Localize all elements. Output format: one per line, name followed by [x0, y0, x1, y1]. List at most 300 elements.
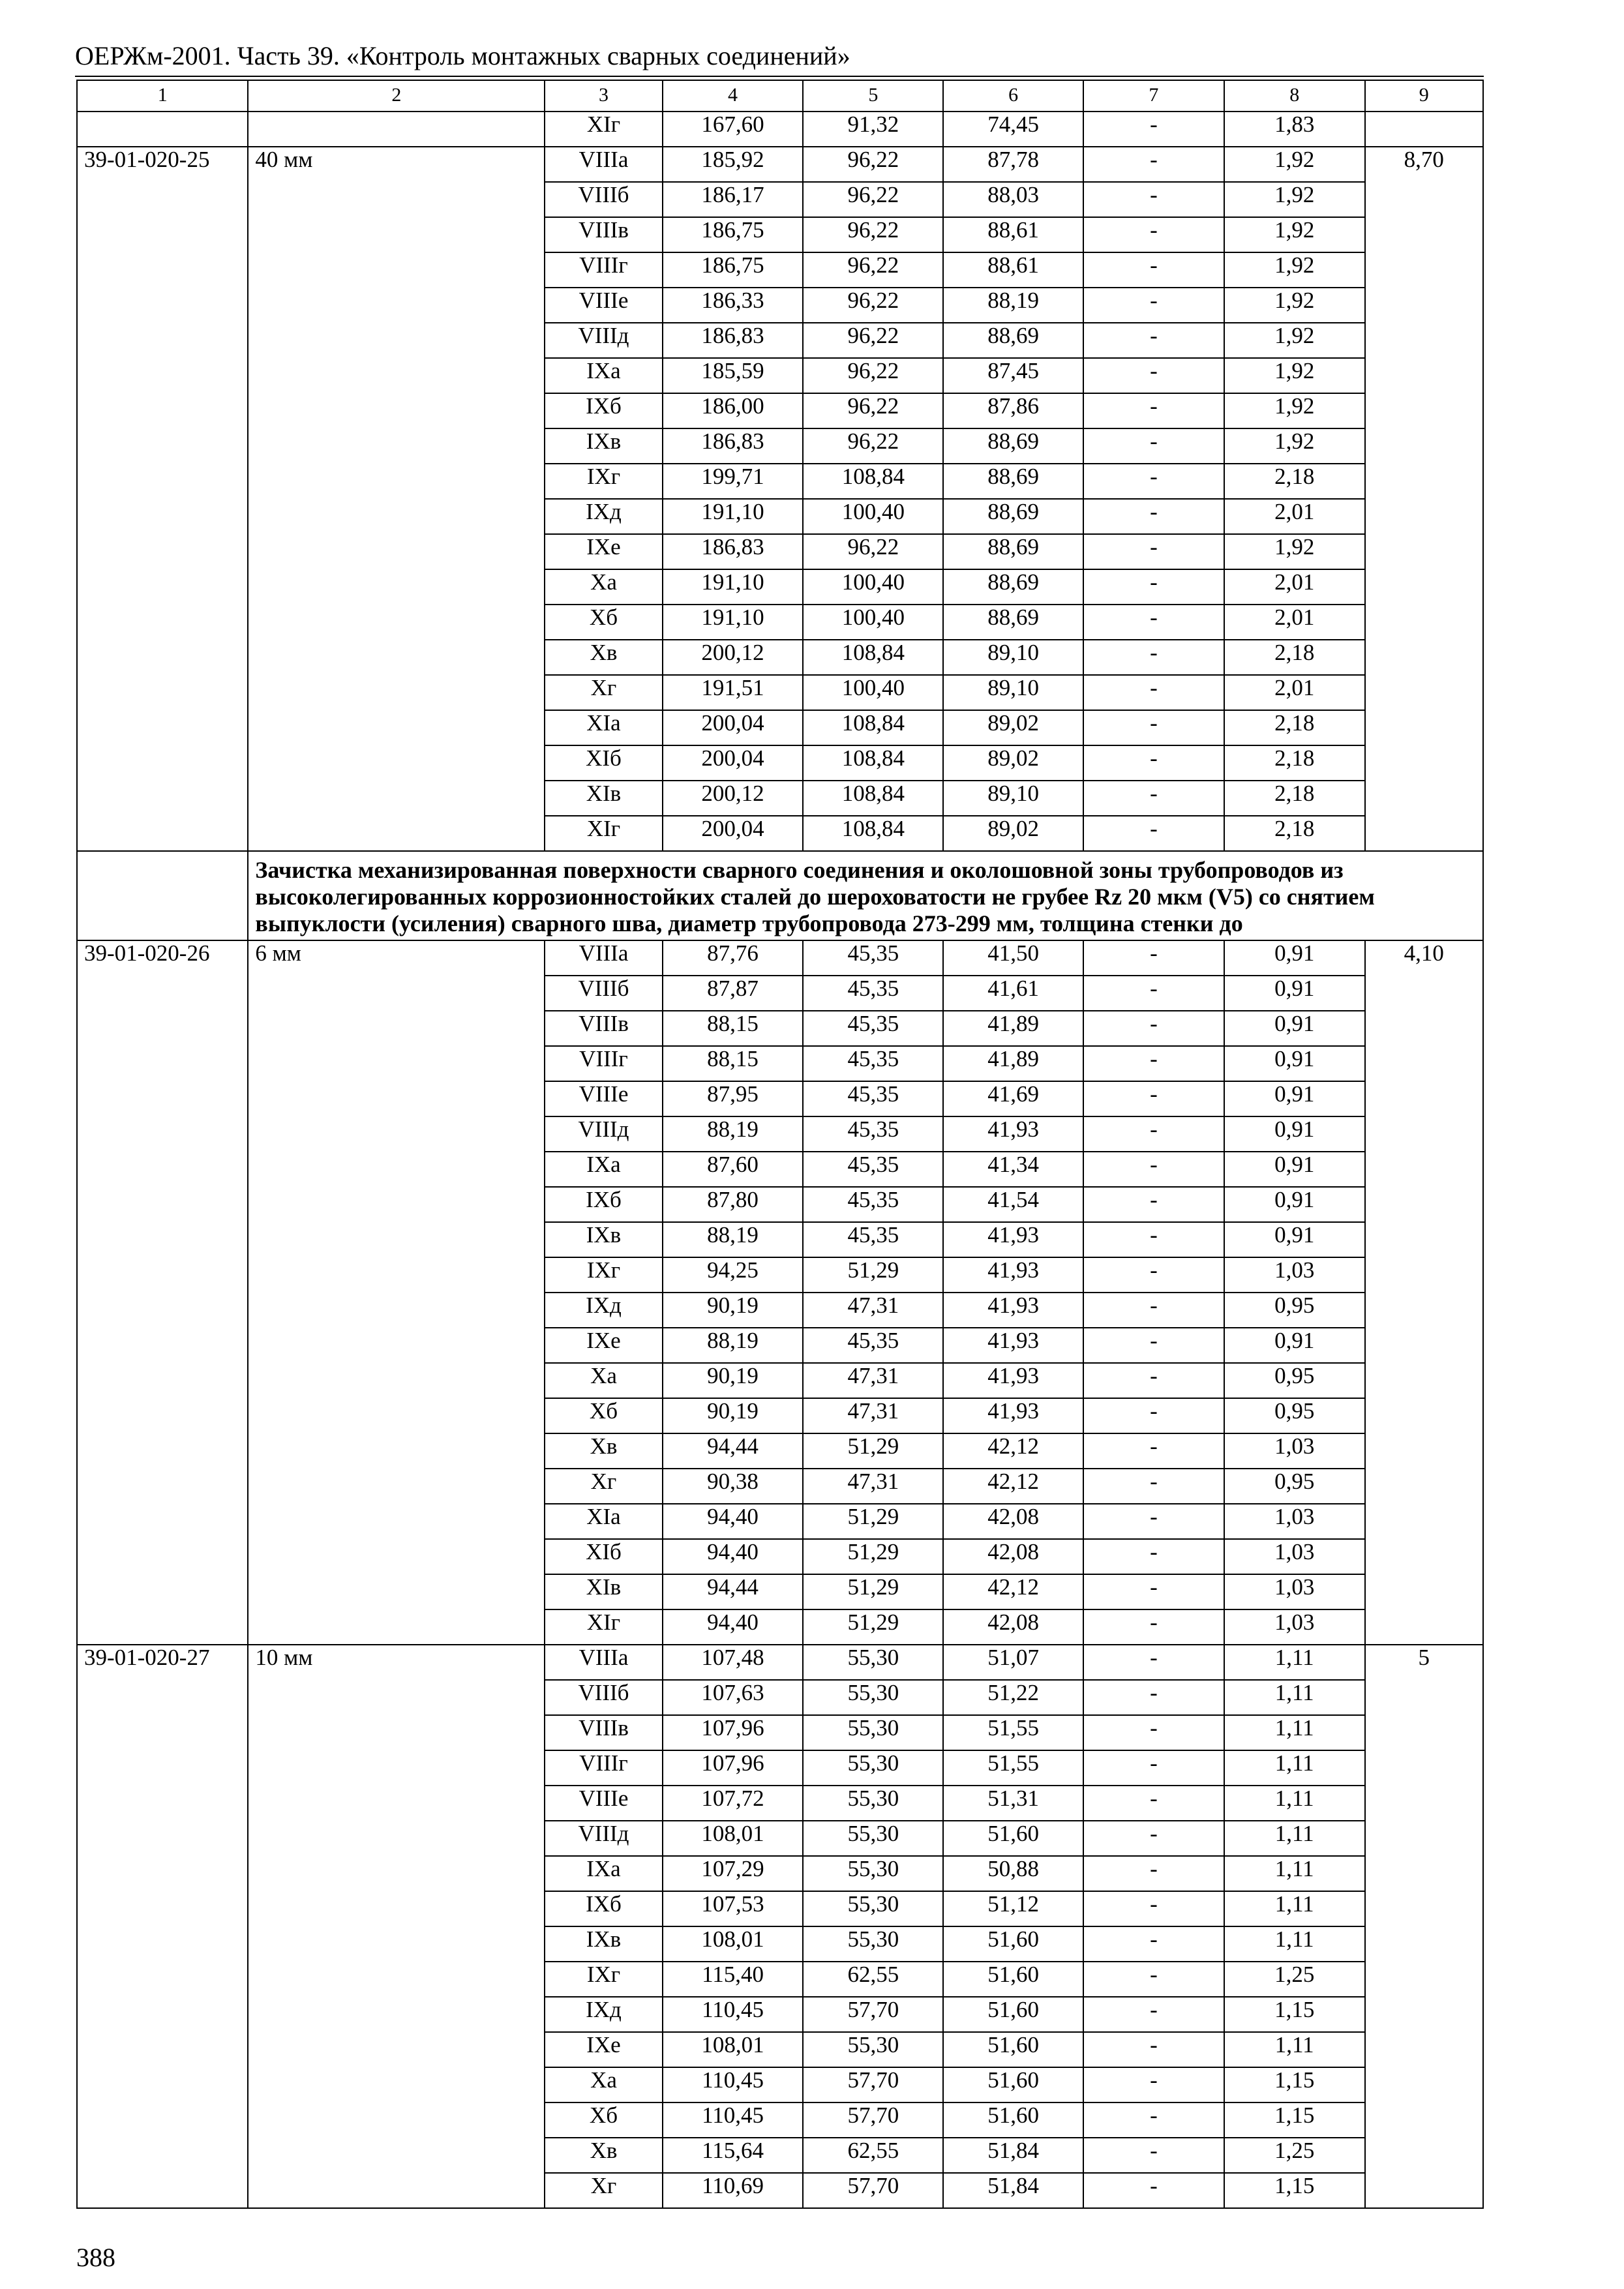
cell-col3: Xг	[545, 2173, 662, 2208]
cell-col3: Xб	[545, 1398, 662, 1433]
cell-col3: XIв	[545, 1574, 662, 1609]
cell-col8: 1,92	[1224, 534, 1365, 569]
cell-col4: 90,19	[663, 1363, 804, 1398]
cell-col6: 88,69	[943, 323, 1083, 358]
cell-col4: 88,15	[663, 1046, 804, 1081]
cell-col3: VIIIа	[545, 147, 662, 182]
cell-col7: -	[1083, 1504, 1224, 1539]
cell-col4: 200,04	[663, 745, 804, 781]
cell-col4: 87,80	[663, 1187, 804, 1222]
cell-col3: IXв	[545, 1926, 662, 1962]
cell-col3: XIа	[545, 1504, 662, 1539]
cell-col7: -	[1083, 1293, 1224, 1328]
cell-col5: 45,35	[803, 940, 943, 976]
cell-col4: 94,44	[663, 1433, 804, 1469]
cell-col5: 62,55	[803, 2138, 943, 2173]
cell-col5: 100,40	[803, 569, 943, 605]
cell-col7: -	[1083, 1645, 1224, 1680]
cell-col6: 89,10	[943, 781, 1083, 816]
cell-col5: 57,70	[803, 1997, 943, 2032]
cell-col8: 1,03	[1224, 1539, 1365, 1574]
cell-col3: Xв	[545, 1433, 662, 1469]
cell-col7: -	[1083, 112, 1224, 147]
cell-col3: Xа	[545, 2067, 662, 2102]
cell-col6: 51,84	[943, 2173, 1083, 2208]
cell-col5: 45,35	[803, 976, 943, 1011]
cell-col7: -	[1083, 1750, 1224, 1786]
cell-col7: -	[1083, 976, 1224, 1011]
cell-col5: 45,35	[803, 1328, 943, 1363]
cell-col8: 0,91	[1224, 976, 1365, 1011]
cell-col3: XIа	[545, 710, 662, 745]
cell-col7: -	[1083, 358, 1224, 393]
cell-col7: -	[1083, 1187, 1224, 1222]
cell-col4: 107,29	[663, 1856, 804, 1891]
cell-col8: 0,95	[1224, 1293, 1365, 1328]
cell-col5: 55,30	[803, 2032, 943, 2067]
cell-col6: 87,78	[943, 147, 1083, 182]
cell-col6: 41,61	[943, 976, 1083, 1011]
cell-col7: -	[1083, 147, 1224, 182]
cell-col4: 94,40	[663, 1504, 804, 1539]
cell-col4: 191,10	[663, 605, 804, 640]
cell-col7: -	[1083, 1257, 1224, 1293]
cell-col9	[1365, 112, 1483, 147]
cell-col3: IXб	[545, 1891, 662, 1926]
table-row	[77, 940, 1483, 976]
cell-col4: 88,15	[663, 1011, 804, 1046]
cell-col4: 94,25	[663, 1257, 804, 1293]
cell-col7: -	[1083, 1609, 1224, 1645]
cell-col6: 42,08	[943, 1609, 1083, 1645]
cell-col8: 0,91	[1224, 1152, 1365, 1187]
cell-col5: 108,84	[803, 710, 943, 745]
cell-col4: 200,12	[663, 640, 804, 675]
cell-col8: 1,11	[1224, 1680, 1365, 1715]
cell-col5: 45,35	[803, 1116, 943, 1152]
cell-col5: 55,30	[803, 1786, 943, 1821]
column-number-6: 6	[943, 80, 1083, 112]
cell-col7: -	[1083, 1433, 1224, 1469]
cell-col8: 2,01	[1224, 499, 1365, 534]
cell-col5: 96,22	[803, 534, 943, 569]
cell-col3: IXг	[545, 1257, 662, 1293]
column-number-7: 7	[1083, 80, 1224, 112]
cell-col3: IXв	[545, 1222, 662, 1257]
cell-col3: Xа	[545, 1363, 662, 1398]
cell-col6: 89,10	[943, 640, 1083, 675]
cell-col6: 88,19	[943, 288, 1083, 323]
cell-col5: 45,35	[803, 1222, 943, 1257]
cell-col3: IXг	[545, 1962, 662, 1997]
cell-col4: 186,75	[663, 252, 804, 288]
cell-col8: 0,91	[1224, 1187, 1365, 1222]
cell-col4: 87,87	[663, 976, 804, 1011]
cell-col3: XIг	[545, 112, 662, 147]
cell-col5: 100,40	[803, 675, 943, 710]
cell-col4: 191,10	[663, 499, 804, 534]
cell-col6: 51,60	[943, 2102, 1083, 2138]
cell-col7: -	[1083, 605, 1224, 640]
cell-col6: 88,69	[943, 569, 1083, 605]
cell-col5: 96,22	[803, 323, 943, 358]
cell-col3: IXе	[545, 534, 662, 569]
dimension-25: 40 мм	[248, 147, 545, 851]
cell-col5: 45,35	[803, 1011, 943, 1046]
cell-col7: -	[1083, 1363, 1224, 1398]
cell-col7: -	[1083, 1786, 1224, 1821]
cell-col7: -	[1083, 428, 1224, 464]
cell-col8: 1,92	[1224, 147, 1365, 182]
cell-col5: 62,55	[803, 1962, 943, 1997]
cell-col3: Xа	[545, 569, 662, 605]
cell-col8: 1,11	[1224, 1891, 1365, 1926]
cell-col6: 51,55	[943, 1750, 1083, 1786]
cell-col6: 41,89	[943, 1046, 1083, 1081]
cell-col3: VIIIв	[545, 1715, 662, 1750]
cell-col3: IXа	[545, 1856, 662, 1891]
cell-col4: 110,45	[663, 2067, 804, 2102]
cell-col4: 90,38	[663, 1469, 804, 1504]
cell-col4: 186,83	[663, 534, 804, 569]
cell-col3: IXб	[545, 393, 662, 428]
cell-col6: 41,50	[943, 940, 1083, 976]
cell-col6: 41,34	[943, 1152, 1083, 1187]
cell-col5: 51,29	[803, 1504, 943, 1539]
cell-col4: 185,59	[663, 358, 804, 393]
cell-col8: 0,95	[1224, 1363, 1365, 1398]
cell-col4: 107,53	[663, 1891, 804, 1926]
cell-col5: 108,84	[803, 640, 943, 675]
cell-col4: 186,83	[663, 428, 804, 464]
cell-col6: 87,45	[943, 358, 1083, 393]
cell-col8: 2,18	[1224, 710, 1365, 745]
cell-col5: 96,22	[803, 252, 943, 288]
column-number-9: 9	[1365, 80, 1483, 112]
cell-col6: 51,55	[943, 1715, 1083, 1750]
cell-col3: VIIIа	[545, 1645, 662, 1680]
cell-col7: -	[1083, 710, 1224, 745]
cell-col7: -	[1083, 1011, 1224, 1046]
cell-col5: 91,32	[803, 112, 943, 147]
cell-col3: XIг	[545, 816, 662, 851]
cell-col6: 42,08	[943, 1504, 1083, 1539]
cell-col4: 107,96	[663, 1750, 804, 1786]
cell-col6: 88,69	[943, 534, 1083, 569]
cell-col7: -	[1083, 1926, 1224, 1962]
cell-col5: 108,84	[803, 816, 943, 851]
cell-col4: 107,63	[663, 1680, 804, 1715]
cell-col6: 42,12	[943, 1574, 1083, 1609]
cell-col8: 1,03	[1224, 1257, 1365, 1293]
cell-col3: VIIIе	[545, 1786, 662, 1821]
cell-col5: 96,22	[803, 428, 943, 464]
cell-col3: Xг	[545, 1469, 662, 1504]
cell-col8: 1,25	[1224, 1962, 1365, 1997]
column-number-2: 2	[248, 80, 545, 112]
cell-col4: 94,44	[663, 1574, 804, 1609]
cell-col3: VIIIд	[545, 1821, 662, 1856]
cell-col8: 0,95	[1224, 1398, 1365, 1433]
cell-col8: 0,91	[1224, 1081, 1365, 1116]
cell-col8: 1,11	[1224, 1715, 1365, 1750]
cell-col6: 41,93	[943, 1293, 1083, 1328]
cell-col6: 51,60	[943, 2067, 1083, 2102]
cell-col5: 55,30	[803, 1645, 943, 1680]
cell-col5: 55,30	[803, 1821, 943, 1856]
col9-value-27: 5	[1365, 1645, 1483, 2208]
cell-col6: 51,84	[943, 2138, 1083, 2173]
cell-col6: 89,02	[943, 710, 1083, 745]
cell-col8: 0,91	[1224, 1328, 1365, 1363]
cell-col4: 94,40	[663, 1609, 804, 1645]
cell-col3: VIIIб	[545, 182, 662, 217]
cell-col5: 55,30	[803, 1750, 943, 1786]
cell-col4: 186,33	[663, 288, 804, 323]
cell-col5: 108,84	[803, 781, 943, 816]
cell-col8: 0,91	[1224, 1011, 1365, 1046]
cell-col8: 2,18	[1224, 640, 1365, 675]
cell-col8: 2,01	[1224, 675, 1365, 710]
cell-col4: 167,60	[663, 112, 804, 147]
cell-col8: 1,25	[1224, 2138, 1365, 2173]
cell-col7: -	[1083, 464, 1224, 499]
rates-table	[76, 80, 1484, 2209]
cell-col5: 55,30	[803, 1926, 943, 1962]
cell-col6: 88,69	[943, 428, 1083, 464]
cell-col7: -	[1083, 745, 1224, 781]
cell-col3: VIIIб	[545, 1680, 662, 1715]
cell-col6: 88,61	[943, 217, 1083, 252]
cell-col8: 1,03	[1224, 1504, 1365, 1539]
cell-col5: 96,22	[803, 358, 943, 393]
header-rule	[75, 76, 1484, 77]
cell-col2	[248, 112, 545, 147]
cell-col3: VIIIг	[545, 252, 662, 288]
cell-col3: IXд	[545, 1293, 662, 1328]
page-number: 388	[76, 2243, 115, 2272]
cell-col8: 1,11	[1224, 1926, 1365, 1962]
cell-col7: -	[1083, 1997, 1224, 2032]
cell-col7: -	[1083, 2138, 1224, 2173]
cell-col5: 96,22	[803, 288, 943, 323]
document-header: ОЕРЖм-2001. Часть 39. «Контроль монтажных сварных соединений»	[75, 41, 850, 70]
cell-col8: 0,91	[1224, 1222, 1365, 1257]
cell-col6: 41,93	[943, 1363, 1083, 1398]
cell-col7: -	[1083, 640, 1224, 675]
cell-col1	[77, 112, 248, 147]
cell-col3: IXг	[545, 464, 662, 499]
cell-col8: 1,11	[1224, 1821, 1365, 1856]
column-number-8: 8	[1224, 80, 1365, 112]
cell-col8: 0,91	[1224, 1046, 1365, 1081]
cell-col4: 108,01	[663, 2032, 804, 2067]
column-number-4: 4	[663, 80, 804, 112]
cell-col7: -	[1083, 1152, 1224, 1187]
cell-col3: XIг	[545, 1609, 662, 1645]
cell-col4: 115,64	[663, 2138, 804, 2173]
cell-col7: -	[1083, 1856, 1224, 1891]
cell-col7: -	[1083, 781, 1224, 816]
column-number-1: 1	[77, 80, 248, 112]
cell-col5: 108,84	[803, 464, 943, 499]
cell-col7: -	[1083, 1469, 1224, 1504]
cell-col4: 88,19	[663, 1116, 804, 1152]
cell-col7: -	[1083, 1046, 1224, 1081]
cell-col3: VIIIг	[545, 1750, 662, 1786]
cell-col3: VIIIд	[545, 1116, 662, 1152]
cell-col7: -	[1083, 1539, 1224, 1574]
cell-col3: VIIIв	[545, 1011, 662, 1046]
cell-col6: 41,69	[943, 1081, 1083, 1116]
cell-col4: 200,12	[663, 781, 804, 816]
cell-col4: 186,17	[663, 182, 804, 217]
cell-col5: 108,84	[803, 745, 943, 781]
cell-col5: 45,35	[803, 1152, 943, 1187]
cell-col7: -	[1083, 1715, 1224, 1750]
cell-col4: 199,71	[663, 464, 804, 499]
cell-col6: 88,69	[943, 464, 1083, 499]
cell-col8: 1,03	[1224, 1433, 1365, 1469]
cell-col8: 1,92	[1224, 252, 1365, 288]
cell-col3: IXе	[545, 2032, 662, 2067]
cell-col3: VIIIд	[545, 323, 662, 358]
cell-col7: -	[1083, 675, 1224, 710]
cell-col6: 51,31	[943, 1786, 1083, 1821]
cell-col4: 115,40	[663, 1962, 804, 1997]
cell-col4: 200,04	[663, 816, 804, 851]
cell-col4: 186,83	[663, 323, 804, 358]
cell-col7: -	[1083, 252, 1224, 288]
cell-col5: 96,22	[803, 147, 943, 182]
cell-col8: 1,11	[1224, 1856, 1365, 1891]
cell-col7: -	[1083, 2102, 1224, 2138]
cell-col3: IXв	[545, 428, 662, 464]
cell-col4: 88,19	[663, 1328, 804, 1363]
cell-col4: 107,96	[663, 1715, 804, 1750]
cell-col7: -	[1083, 499, 1224, 534]
description-row	[77, 851, 1483, 940]
cell-col4: 185,92	[663, 147, 804, 182]
cell-col6: 50,88	[943, 1856, 1083, 1891]
table-row	[77, 1645, 1483, 1680]
cell-col3: VIIIв	[545, 217, 662, 252]
cell-col7: -	[1083, 323, 1224, 358]
cell-col6: 51,60	[943, 1926, 1083, 1962]
cell-col6: 87,86	[943, 393, 1083, 428]
cell-col7: -	[1083, 1081, 1224, 1116]
cell-col5: 100,40	[803, 499, 943, 534]
cell-col4: 110,45	[663, 2102, 804, 2138]
cell-col3: IXб	[545, 1187, 662, 1222]
cell-col4: 107,72	[663, 1786, 804, 1821]
rate-code-26: 39-01-020-26	[77, 940, 248, 1645]
cell-col5: 96,22	[803, 393, 943, 428]
cell-col7: -	[1083, 1222, 1224, 1257]
cell-col3: IXа	[545, 358, 662, 393]
cell-col6: 51,12	[943, 1891, 1083, 1926]
cell-col8: 0,91	[1224, 1116, 1365, 1152]
cell-col8: 1,11	[1224, 1750, 1365, 1786]
cell-col4: 110,45	[663, 1997, 804, 2032]
cell-col5: 55,30	[803, 1891, 943, 1926]
column-number-row	[77, 80, 1483, 112]
cell-col4: 94,40	[663, 1539, 804, 1574]
cell-col3: VIIIе	[545, 288, 662, 323]
cell-col3: Xг	[545, 675, 662, 710]
cell-col4: 191,10	[663, 569, 804, 605]
table-body	[77, 80, 1483, 2208]
cell-col5: 51,29	[803, 1257, 943, 1293]
cell-col7: -	[1083, 1574, 1224, 1609]
rate-code-27: 39-01-020-27	[77, 1645, 248, 2208]
cell-col8: 2,01	[1224, 605, 1365, 640]
cell-col7: -	[1083, 182, 1224, 217]
cell-col3: Xв	[545, 2138, 662, 2173]
cell-col8: 1,15	[1224, 1997, 1365, 2032]
cell-col7: -	[1083, 534, 1224, 569]
cell-col5: 47,31	[803, 1398, 943, 1433]
cell-col3: XIб	[545, 1539, 662, 1574]
cell-col3: VIIIе	[545, 1081, 662, 1116]
cell-col8: 1,15	[1224, 2067, 1365, 2102]
cell-col8: 1,92	[1224, 288, 1365, 323]
cell-col4: 200,04	[663, 710, 804, 745]
cell-col5: 51,29	[803, 1574, 943, 1609]
cell-col5: 51,29	[803, 1539, 943, 1574]
cell-col7: -	[1083, 217, 1224, 252]
cell-col6: 89,02	[943, 745, 1083, 781]
cell-col4: 88,19	[663, 1222, 804, 1257]
cell-col3: IXд	[545, 499, 662, 534]
cell-col8: 0,91	[1224, 940, 1365, 976]
cell-col7: -	[1083, 816, 1224, 851]
cell-col4: 90,19	[663, 1293, 804, 1328]
cell-col8: 2,18	[1224, 816, 1365, 851]
cell-col4: 186,75	[663, 217, 804, 252]
cell-col8: 1,15	[1224, 2173, 1365, 2208]
cell-col5: 55,30	[803, 1856, 943, 1891]
cell-col6: 41,93	[943, 1222, 1083, 1257]
cell-col5: 51,29	[803, 1609, 943, 1645]
cell-col8: 1,03	[1224, 1574, 1365, 1609]
cell-col8: 1,92	[1224, 428, 1365, 464]
description-spacer	[77, 851, 248, 940]
cell-col8: 1,15	[1224, 2102, 1365, 2138]
cell-col5: 45,35	[803, 1081, 943, 1116]
cell-col8: 2,18	[1224, 781, 1365, 816]
cell-col6: 89,02	[943, 816, 1083, 851]
cell-col5: 47,31	[803, 1363, 943, 1398]
cell-col6: 51,60	[943, 1821, 1083, 1856]
dimension-27: 10 мм	[248, 1645, 545, 2208]
cell-col7: -	[1083, 2067, 1224, 2102]
cell-col8: 2,01	[1224, 569, 1365, 605]
cell-col7: -	[1083, 1116, 1224, 1152]
cell-col3: VIIIб	[545, 976, 662, 1011]
cell-col5: 47,31	[803, 1293, 943, 1328]
cell-col8: 0,95	[1224, 1469, 1365, 1504]
cell-col5: 47,31	[803, 1469, 943, 1504]
cell-col8: 1,11	[1224, 2032, 1365, 2067]
column-number-5: 5	[803, 80, 943, 112]
cell-col6: 41,93	[943, 1398, 1083, 1433]
cell-col7: -	[1083, 1891, 1224, 1926]
cell-col4: 108,01	[663, 1821, 804, 1856]
cell-col6: 88,03	[943, 182, 1083, 217]
cell-col3: IXд	[545, 1997, 662, 2032]
cell-col3: IXа	[545, 1152, 662, 1187]
